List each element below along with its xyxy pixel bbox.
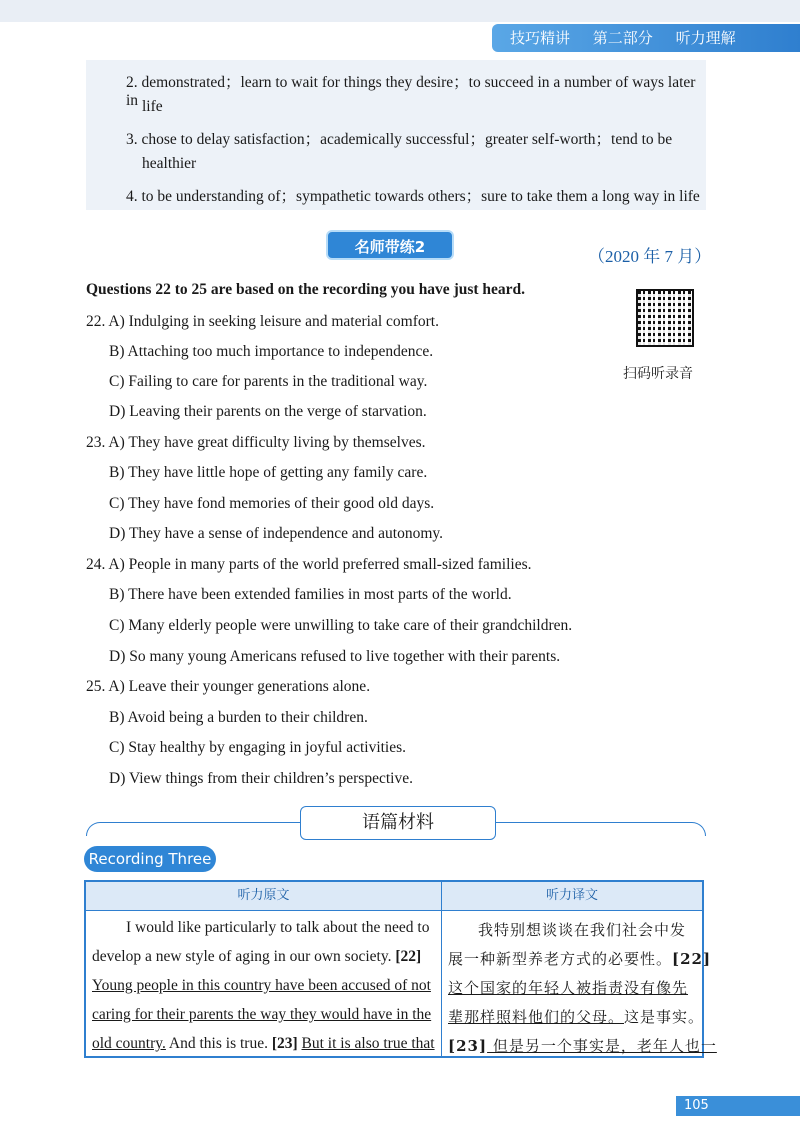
answer-line: 3. chose to delay satisfaction；academically successful；greater self-worth；tend to be: [126, 131, 673, 148]
top-band: [0, 0, 800, 22]
answer-line: 4. to be understanding of；sympathetic towards others；sure to take them a long way in life: [126, 188, 700, 205]
translation-line: 这个国家的年轻人被指责没有像先: [448, 979, 689, 997]
transcript-line: caring for their parents the way they would have in the: [92, 1006, 432, 1023]
question-option: 24. A) People in many parts of the world preferred small-sized families.: [86, 556, 532, 573]
question-option: C) Failing to care for parents in the traditional way.: [109, 373, 428, 390]
qr-label: 扫码听录音: [623, 367, 693, 382]
question-option: B) There have been extended families in most parts of the world.: [109, 586, 512, 603]
table-header-translation: 听力译文: [442, 882, 702, 911]
question-option: B) Avoid being a burden to their children.: [109, 709, 368, 726]
question-option: C) They have fond memories of their good old days.: [109, 495, 435, 512]
header-item: 第二部分: [592, 29, 653, 47]
transcript-text: But it is also true that: [301, 1035, 435, 1052]
page-number: 105: [676, 1096, 800, 1116]
transcript-line: Young people in this country have been accused of not: [92, 977, 431, 994]
transcript-line: [92, 948, 421, 966]
translation-text: 辈那样照料他们的父母。: [448, 1008, 625, 1026]
translation-text: 但是另一个事实是，老年人也一: [487, 1037, 717, 1055]
question-option: 22. A) Indulging in seeking leisure and material comfort.: [86, 313, 439, 330]
transcript-text: And this is true.: [165, 1035, 272, 1052]
answer-box: [86, 60, 706, 210]
practice-date: （2020 年 7 月）: [588, 247, 712, 266]
answer-line: life: [142, 98, 163, 115]
question-option: C) Many elderly people were unwilling to take care of their grandchildren.: [109, 617, 573, 634]
header-item: 技巧精讲: [510, 29, 571, 47]
question-option: D) View things from their children’s perspective.: [109, 770, 413, 787]
transcript-line: [92, 1035, 435, 1053]
question-option: B) They have little hope of getting any family care.: [109, 464, 428, 481]
marker: [22]: [672, 950, 712, 968]
translation-text: 展一种新型养老方式的必要性。: [448, 950, 673, 968]
marker: [23]: [271, 1035, 298, 1052]
transcript-line: I would like particularly to talk about the need to: [126, 919, 430, 936]
transcript-table: [84, 880, 717, 1058]
question-option: B) Attaching too much importance to independence.: [109, 343, 434, 360]
marker: [22]: [395, 948, 422, 965]
table-divider: [441, 882, 442, 1056]
question-option: D) They have a sense of independence and autonomy.: [109, 525, 443, 542]
transcript-text: develop a new style of aging in our own society.: [92, 948, 392, 965]
transcript-text: old country.: [92, 1035, 166, 1052]
qr-code-icon[interactable]: [636, 289, 694, 347]
header-item: 听力理解: [675, 29, 736, 47]
question-option: D) So many young Americans refused to live together with their parents.: [109, 648, 561, 665]
question-option: D) Leaving their parents on the verge of starvation.: [109, 403, 427, 420]
question-option: 25. A) Leave their younger generations alone.: [86, 678, 371, 695]
section-title: 语篇材料: [300, 806, 496, 840]
marker: [23]: [448, 1037, 488, 1055]
translation-line: 我特别想谈谈在我们社会中发: [478, 921, 687, 939]
question-option: 23. A) They have great difficulty living by themselves.: [86, 434, 426, 451]
recording-label: Recording Three: [84, 846, 216, 872]
question-option: C) Stay healthy by engaging in joyful activities.: [109, 739, 407, 756]
translation-line: [448, 1035, 717, 1056]
practice-title: 名师带练2: [326, 230, 454, 260]
answer-line: healthier: [142, 155, 197, 172]
questions-header: Questions 22 to 25 are based on the recording you have just heard.: [86, 281, 526, 298]
chapter-header: [492, 24, 800, 52]
translation-line: [448, 948, 711, 969]
table-header-original: 听力原文: [86, 882, 441, 911]
answer-line: 2. demonstrated；learn to wait for things they desire；to succeed in a number of ways later in: [126, 74, 696, 109]
translation-line: [448, 1006, 704, 1027]
translation-text: 这是事实。: [624, 1008, 705, 1026]
